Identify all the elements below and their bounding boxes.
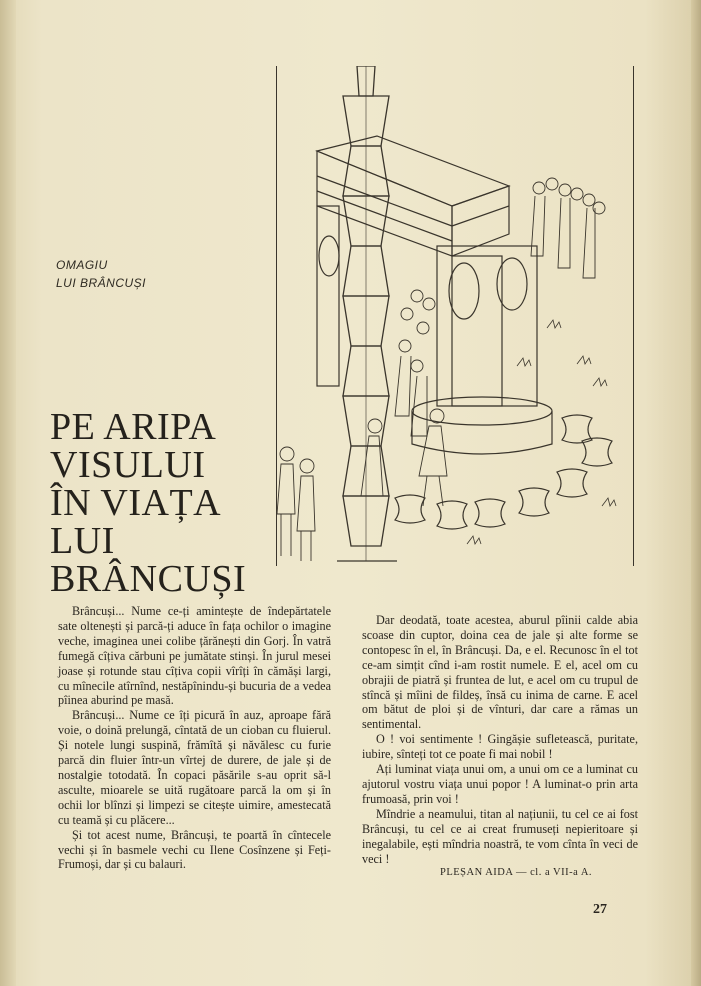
- paragraph: Brâncuși... Nume ce îți picură în auz, aproape fără voie, o doină prelungă, cîntată de un cioban cu fluierul. Și notele lungi suspină, frămîtă și năvălesc cu furie parcă din fluier într-un vîrtej de durere, de jale și de nostalgie totodată. În copaci păsările s-au oprit să-l asculte, mioarele se uită rugătoare parcă la om și în ochii lor blînzi și limpezi se citește uimire, amestecată cu teamă și cu plăcere...: [58, 708, 331, 827]
- title-line: PE ARIPA: [50, 406, 217, 448]
- paragraph: O ! voi sentimente ! Gingășie sufletească, puritate, iubire, sînteți tot ce poate fi mai nobil !: [362, 732, 638, 762]
- paragraph: Ați luminat viața unui om, a unui om ce a luminat cu ajutorul vostru viața unui popor ! A luminat-o prin arta frumoasă, prin voi !: [362, 762, 638, 806]
- title-line: LUI: [50, 520, 115, 562]
- author-signature: PLEȘAN AIDA — cl. a VII-a A.: [440, 867, 593, 878]
- page-spine: [0, 0, 16, 986]
- title-line: VISULUI: [50, 444, 206, 486]
- illustration-drawing: [277, 66, 633, 566]
- paragraph: Dar deodată, toate acestea, aburul pîinii calde abia scoase din cuptor, doina cea de jale și alte forme se contopesc în el, în Brâncuși. Da, e el. Recunosc în el tot ce-am simțit cînd i-am rostit numele. E el, acel om cu obrajii de piatră și fruntea de lut, e acel om cu trupul de stîncă și mîini de fildeș, însă cu inima de carne. E acel om bătut de ploi și de vînturi, dar care a rămas un sentimental.: [362, 613, 638, 732]
- page-title: [50, 408, 246, 598]
- page-edge: [691, 0, 701, 986]
- kicker-line: OMAGIU: [56, 258, 108, 272]
- paragraph: Mîndrie a neamului, titan al națiunii, tu cel ce ai fost Brâncuși, tu cel ce ai creat frumuseți nepieritoare și inegalabile, ești mîndria noastră, te vom cînta în veci de veci !: [362, 806, 638, 866]
- kicker: [56, 256, 146, 292]
- page-number: 27: [593, 902, 607, 917]
- paragraph: Brâncuși... Nume ce-ți amintește de îndepărtatele sate oltenești și parcă-ți aduce în fața ochilor o imagine veche, imaginea unei colibe țărănești din Gorj. În vatră fumegă cîțiva cărbuni pe jumătate stinși. În jurul mesei joase și rotunde stau cîțiva copii vîrîți în cămăși largi, cu mînecile atîrnînd, nestăpînindu-și bucuria de a vedea pîinea aburind pe masă.: [58, 604, 331, 708]
- brancusi-monuments-icon: [276, 66, 634, 566]
- paragraph: Și tot acest nume, Brâncuși, te poartă în cîntecele vechi și în basmele vechi cu Ilene Cosînzene și Feți-Frumoși, dar și cu balauri.: [58, 827, 331, 872]
- title-line: BRÂNCUȘI: [50, 558, 247, 600]
- kicker-line: LUI BRÂNCUȘI: [56, 276, 147, 290]
- article-column-right: [362, 613, 638, 866]
- title-line: ÎN VIAȚA: [50, 482, 222, 524]
- article-column-left: [58, 604, 331, 872]
